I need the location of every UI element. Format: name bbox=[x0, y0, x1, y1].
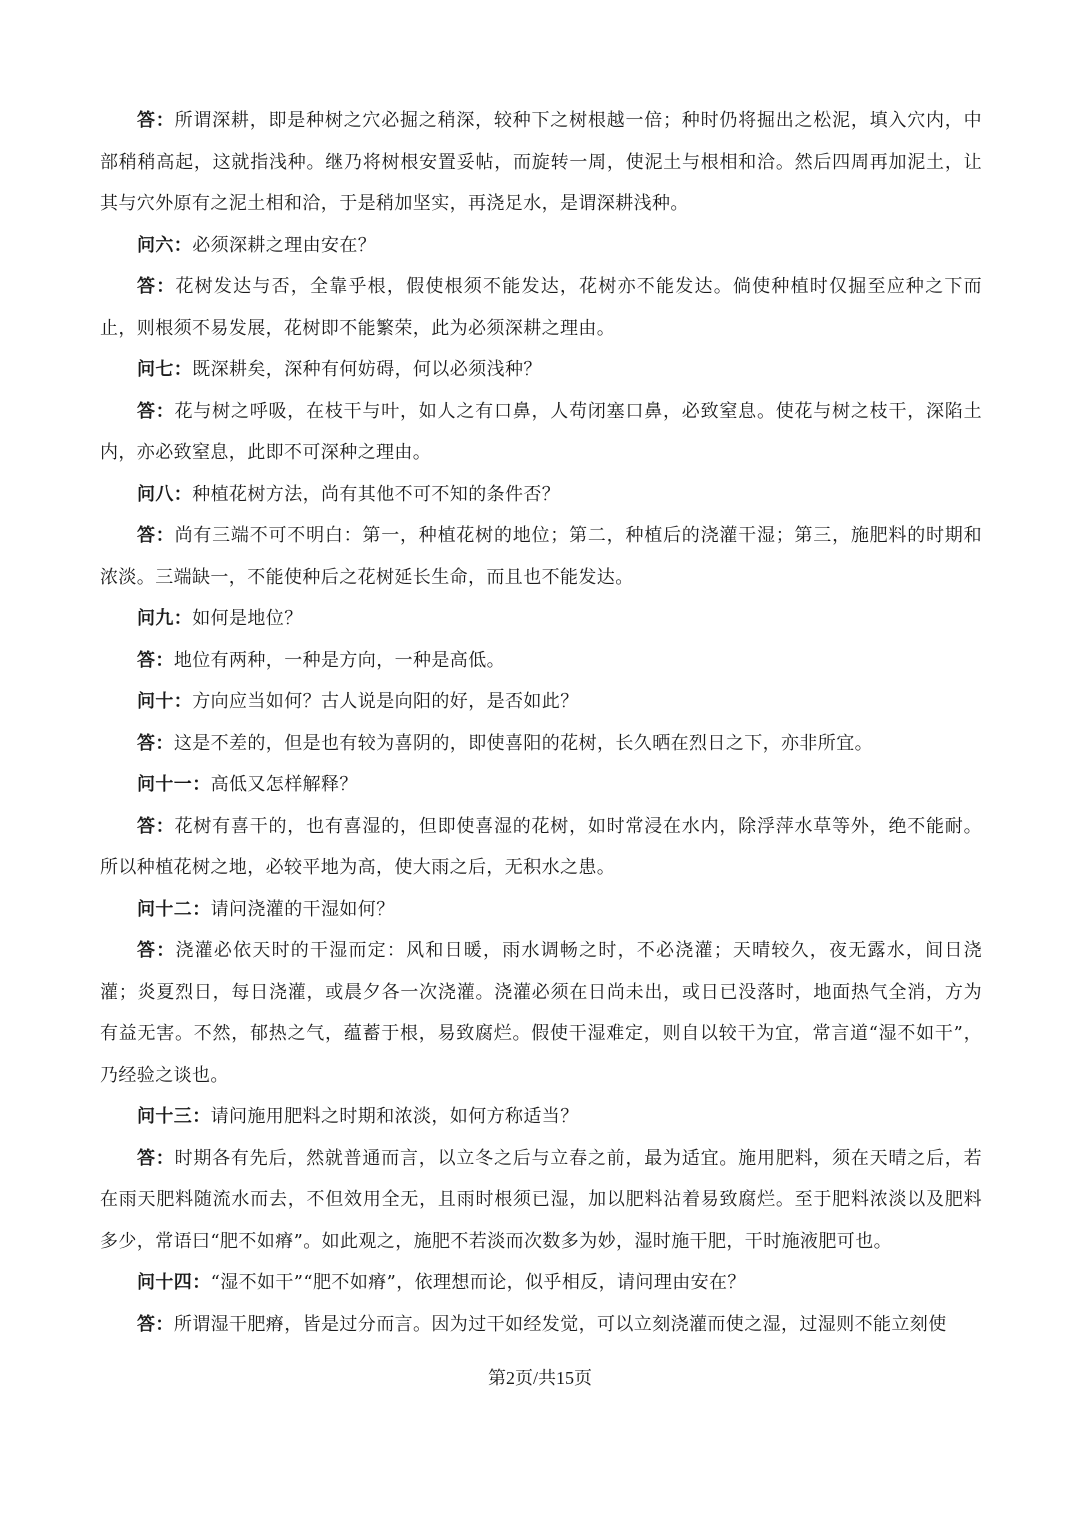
paragraph-text: 既深耕矣，深种有何妨碍，何以必须浅种？ bbox=[192, 359, 542, 380]
answer-paragraph bbox=[100, 515, 982, 598]
document-body bbox=[100, 100, 982, 1345]
answer-paragraph bbox=[100, 391, 982, 474]
paragraph-label: 问七： bbox=[137, 359, 193, 380]
paragraph-label: 问十一： bbox=[137, 774, 211, 795]
question-paragraph bbox=[100, 681, 982, 723]
paragraph-label: 问十三： bbox=[137, 1106, 211, 1127]
paragraph-label: 答： bbox=[137, 1313, 174, 1335]
paragraph-label: 问十四： bbox=[137, 1272, 211, 1293]
answer-paragraph bbox=[100, 1138, 982, 1263]
paragraph-label: 问十二： bbox=[137, 898, 211, 920]
paragraph-label: 问十： bbox=[137, 691, 193, 712]
paragraph-text: 如何是地位？ bbox=[192, 608, 303, 629]
paragraph-text: 所谓深耕，即是种树之穴必掘之稍深，较种下之树根越一倍；种时仍将掘出之松泥，填入穴内，中部稍稍高起，这就指浅种。继乃将树根安置妥帖，而旋转一周，使泥土与根相和洽。然后四周再加泥土，让其与穴外原有之泥土相和洽，于是稍加坚实，再浇足水，是谓深耕浅种。 bbox=[100, 110, 982, 214]
paragraph-label: 答： bbox=[137, 400, 175, 422]
question-paragraph bbox=[100, 1096, 982, 1138]
paragraph-text: 方向应当如何？古人说是向阳的好，是否如此？ bbox=[192, 691, 579, 712]
question-paragraph bbox=[100, 349, 982, 391]
paragraph-text: 时期各有先后，然就普通而言，以立冬之后与立春之前，最为适宜。施用肥料，须在天晴之后，若在雨天肥料随流水而去，不但效用全无，且雨时根须已湿，加以肥料沾着易致腐烂。至于肥料浓淡以及肥料多少，常语曰“肥不如瘠”。如此观之，施肥不若淡而次数多为妙，湿时施干肥，干时施液肥可也。 bbox=[100, 1147, 982, 1252]
answer-paragraph bbox=[100, 806, 982, 889]
question-paragraph bbox=[100, 474, 982, 516]
paragraph-label: 答： bbox=[137, 940, 176, 961]
paragraph-text: 这是不差的，但是也有较为喜阴的，即使喜阳的花树，长久晒在烈日之下，亦非所宜。 bbox=[173, 732, 874, 754]
page-number-footer: 第2页/共15页 bbox=[487, 1368, 592, 1388]
paragraph-text: 请问浇灌的干湿如何？ bbox=[210, 898, 395, 920]
paragraph-text: 请问施用肥料之时期和浓淡，如何方称适当？ bbox=[210, 1106, 579, 1127]
paragraph-text: 花树有喜干的，也有喜湿的，但即使喜湿的花树，如时常浸在水内，除浮萍水草等外，绝不能耐。所以种植花树之地，必较平地为高，使大雨之后，无积水之患。 bbox=[100, 815, 982, 878]
paragraph-text: 必须深耕之理由安在？ bbox=[192, 234, 377, 256]
paragraph-text: 尚有三端不可不明白：第一，种植花树的地位；第二，种植后的浇灌干湿；第三，施肥料的时期和浓淡。三端缺一，不能使种后之花树延长生命，而且也不能发达。 bbox=[100, 525, 982, 588]
paragraph-label: 答： bbox=[137, 649, 174, 671]
paragraph-label: 答： bbox=[137, 525, 175, 546]
paragraph-text: 花与树之呼吸，在枝干与叶，如人之有口鼻，人苟闭塞口鼻，必致窒息。使花与树之枝干，深陷土内，亦必致窒息，此即不可深种之理由。 bbox=[100, 400, 982, 463]
answer-paragraph bbox=[100, 640, 982, 682]
paragraph-label: 答： bbox=[137, 1147, 175, 1169]
answer-paragraph bbox=[100, 1304, 982, 1346]
paragraph-text: 花树发达与否，全靠乎根，假使根须不能发达，花树亦不能发达。倘使种植时仅掘至应种之下而止，则根须不易发展，花树即不能繁荣，此为必须深耕之理由。 bbox=[100, 276, 982, 339]
question-paragraph bbox=[100, 225, 982, 267]
paragraph-label: 答： bbox=[137, 815, 175, 837]
paragraph-label: 答： bbox=[137, 110, 175, 131]
answer-paragraph bbox=[100, 100, 982, 225]
question-paragraph bbox=[100, 889, 982, 931]
paragraph-text: 地位有两种，一种是方向，一种是高低。 bbox=[173, 649, 506, 671]
paragraph-text: 高低又怎样解释？ bbox=[210, 774, 358, 795]
answer-paragraph bbox=[100, 723, 982, 765]
paragraph-text: 种植花树方法，尚有其他不可不知的条件否？ bbox=[192, 483, 561, 505]
question-paragraph bbox=[100, 1262, 982, 1304]
paragraph-label: 问六： bbox=[137, 234, 193, 256]
paragraph-label: 答： bbox=[137, 732, 174, 754]
paragraph-text: “湿不如干”“肥不如瘠”，依理想而论，似乎相反，请问理由安在？ bbox=[210, 1272, 746, 1293]
question-paragraph bbox=[100, 598, 982, 640]
answer-paragraph bbox=[100, 266, 982, 349]
paragraph-text: 浇灌必依天时的干湿而定：风和日暖，雨水调畅之时，不必浇灌；天晴较久，夜无露水，间日浇灌；炎夏烈日，每日浇灌，或晨夕各一次浇灌。浇灌必须在日尚未出，或日已没落时，地面热气全消，方为有益无害。不然，郁热之气，蕴蓄于根，易致腐烂。假使干湿难定，则自以较干为宜，常言道“湿不如干”，乃经验之谈也。 bbox=[100, 940, 982, 1086]
paragraph-text: 所谓湿干肥瘠，皆是过分而言。因为过干如经发觉，可以立刻浇灌而使之湿，过湿则不能立刻使 bbox=[173, 1313, 947, 1335]
paragraph-label: 问八： bbox=[137, 483, 193, 505]
paragraph-label: 答： bbox=[137, 276, 176, 297]
answer-paragraph bbox=[100, 930, 982, 1096]
question-paragraph bbox=[100, 764, 982, 806]
paragraph-label: 问九： bbox=[137, 608, 193, 629]
